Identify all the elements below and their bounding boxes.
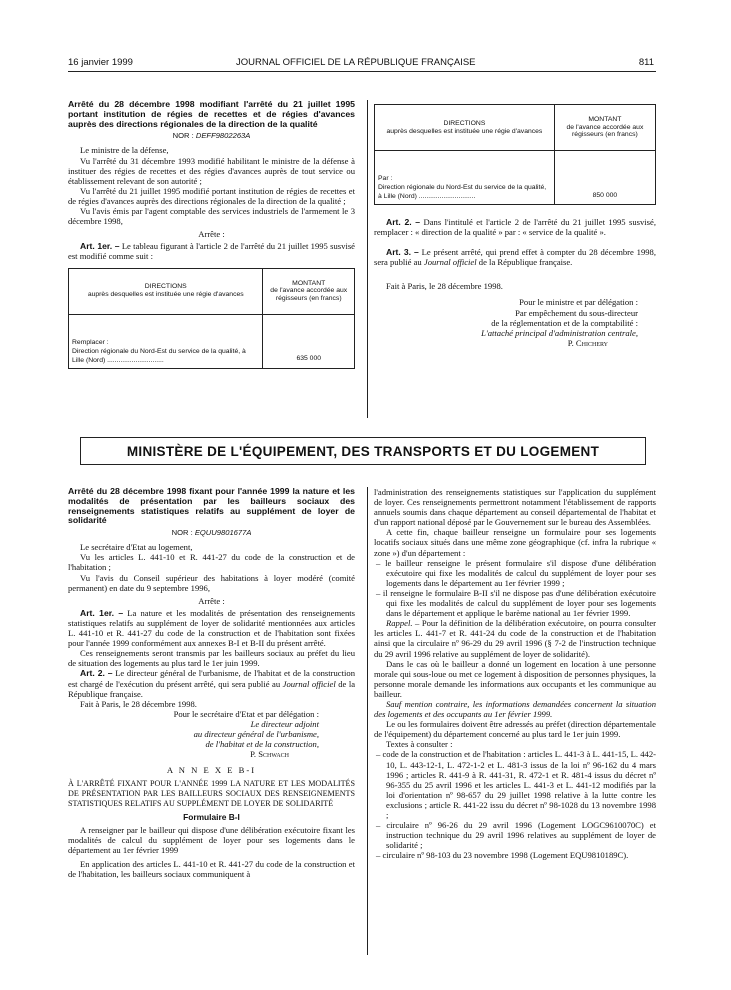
- column-separator: [367, 487, 368, 955]
- decree2-nor: NOR : EQUU9801677A: [171, 528, 252, 538]
- decree1-title: Arrêté du 28 décembre 1998 modifiant l'arrêté du 21 juillet 1995 portant institution de régies de recettes et de régies d'avances auprès des directions régionales de la direction de la qualité: [68, 99, 355, 129]
- decree2-reminder: Rappel. – Pour la définition de la délibération exécutoire, on pourra consulter les articles L. 441-7 et R. 441-24 du code de la construction et de l'habitation ainsi que la circulaire nº 96-29 du 29 avril 1996 (§ 7-2 de l'instruction technique du 29 avril 1996 relative au supplément de loyer de solidarité).: [374, 618, 656, 659]
- decree1-nor: NOR : DEFF9802263A: [172, 131, 251, 141]
- decree1-table-by: [374, 104, 656, 205]
- table-cell-direction: Par : Direction régionale du Nord-Est du service de la qualité, à Lille (Nord) ..............................: [375, 151, 555, 205]
- table-cell-direction: Remplacer : Direction régionale du Nord-Est du service de la qualité, à Lille (Nord) ..............................: [69, 314, 263, 368]
- list-item: – circulaire nº 96-26 du 29 avril 1996 (Logement LOGC9610070C) et instruction technique du 29 avril 1996 relatives au supplément de loyer de solidarité ;: [376, 820, 656, 851]
- table-cell-amount: 635 000: [263, 314, 355, 368]
- decree1-para: Vu l'arrêté du 31 décembre 1993 modifié habilitant le ministre de la défense à instituer des régies de recettes et des régies d'avances auprès de tout service ou établissement relevant de son autorité ;: [68, 155, 355, 186]
- decree2-text: Textes à consulter :: [386, 739, 453, 750]
- decree2-text: A cette fin, chaque bailleur renseigne un formulaire pour ses logements locatifs sociaux situés dans une même zone géographique (cf. infra la rubrique « zone ») d'un département :: [374, 527, 656, 558]
- list-item: – circulaire nº 98-103 du 23 novembre 1998 (Logement EQU9810189C).: [376, 850, 629, 861]
- decree1-done-at: Fait à Paris, le 28 décembre 1998.: [386, 281, 503, 292]
- decree1-signature: Pour le ministre et par délégation : Par empêchement du sous-directeur de la réglementation et de la comptabilité : L'attaché principal d'administration centrale, P. Chichery: [481, 297, 638, 348]
- form-title: Formulaire B-I: [183, 812, 240, 823]
- table-cell-amount: 850 000: [554, 151, 655, 205]
- decree2-text: Le ou les formulaires doivent être adressés au préfet (direction départementale de l'équipement) du département concerné au plus tard le 1er juin 1999.: [374, 719, 656, 740]
- decree2-left-column: [68, 487, 355, 879]
- decree2-arrete: Arrête :: [198, 595, 225, 606]
- column-separator: [367, 100, 368, 418]
- decree1-arrete: Arrête :: [198, 229, 225, 240]
- table-header-amount: MONTANT de l'avance accordée aux régisseurs (en francs): [554, 105, 655, 151]
- annexe-heading: A N N E X E B-I: [166, 765, 257, 776]
- list-item: – code de la construction et de l'habitation : articles L. 441-3 à L. 441-15, L. 442-10, L. 443-12-1, L. 472-1-2 et L. 481-3 issus de la loi nº 96-162 du 4 mars 1996 ; articles R. 441-9 à R. 441-31, R. 472-1 et R. 481-4 issus du décret nº 96-355 du 25 avril 1996 et les articles L. 441-3 et L. 441-12 modifiés par la loi d'orientation nº 98-657 du 29 juillet 1998 relative à la lutte contre les exclusions ; article R. 441-22 issu du décret nº 98-1028 du 13 novembre 1998 ;: [376, 749, 656, 820]
- decree2-text: l'administration des renseignements statistiques sur l'application du supplément de loyer. Ces renseignements permettront notamment l'établissement de rapports annuels soumis dans chaque département au conseil départemental de l'habitat et d'un rapport national déposé par le Gouvernement sur le bureau des Assemblées.: [374, 487, 656, 528]
- decree1-right-column: [374, 104, 656, 348]
- decree1-para: Le ministre de la défense,: [80, 145, 169, 156]
- decree1-article2: Art. 2. – Dans l'intitulé et l'article 2 de l'arrêté du 21 juillet 1995 susvisé, remplacer : « direction de la qualité » par : « service de la qualité ».: [374, 217, 656, 238]
- decree1-article1: Art. 1er. – Le tableau figurant à l'article 2 de l'arrêté du 21 juillet 1995 susvisé est modifié comme suit :: [68, 241, 355, 262]
- decree2-para: Le secrétaire d'Etat au logement,: [80, 542, 193, 553]
- annexe-title: À L'ARRÊTÉ FIXANT POUR L'ANNÉE 1999 LA NATURE ET LES MODALITÉS DE PRÉSENTATION PAR LES BAILLEURS SOCIAUX DES RENSEIGNEMENTS STATISTIQUES RELATIFS AU SUPPLÉMENT DE LOYER DE SOLIDARITÉ: [68, 779, 355, 808]
- decree1-article3: Art. 3. – Le présent arrêté, qui prend effet à compter du 28 décembre 1998, sera publié au Journal officiel de la République française.: [374, 247, 656, 268]
- decree2-title: Arrêté du 28 décembre 1998 fixant pour l'année 1999 la nature et les modalités de présentation par les bailleurs sociaux des renseignements statistiques relatifs au supplément de loyer de solidarité: [68, 486, 355, 526]
- decree1-left-column: [68, 100, 355, 369]
- header-date: 16 janvier 1999: [68, 57, 133, 68]
- table-header-directions: DIRECTIONS auprès desquelles est instituée une régie d'avances: [69, 268, 263, 314]
- decree2-article1: Art. 1er. – La nature et les modalités de présentation des renseignements statistiques relatifs au supplément de loyer de solidarité mentionnées aux articles L. 441-10 et R. 441-27 du code de la construction et de l'habitation sont fixées pour l'année 1999 conformément aux annexes B-I et B-II du présent arrêté.: [68, 607, 356, 649]
- decree2-article2: Art. 2. – Le directeur général de l'urbanisme, de l'habitat et de la construction est chargé de l'exécution du présent arrêté, qui sera publié au Journal officiel de la République française.: [68, 668, 356, 699]
- decree2-para: Ces renseignements seront transmis par les bailleurs sociaux au préfet du lieu de situation des logements au plus tard le 1er juin 1999.: [68, 648, 355, 669]
- ministry-banner: MINISTÈRE DE L'ÉQUIPEMENT, DES TRANSPORTS ET DU LOGEMENT: [80, 437, 646, 465]
- list-item: – il renseigne le formulaire B-II s'il ne dispose pas d'une délibération exécutoire qui fixe les modalités de calcul du supplément de loyer pour ses logements dans le département et applique le barème national au 1er février 1999.: [376, 587, 656, 619]
- list-item: – le bailleur renseigne le présent formulaire s'il dispose d'une délibération exécutoire qui fixe les modalités de calcul du supplément de loyer pour ses logements dans le département au 1er février 1999 ;: [376, 557, 656, 588]
- table-header-amount: MONTANT de l'avance accordée aux régisseurs (en francs): [263, 268, 355, 314]
- decree2-right-column: [374, 487, 656, 860]
- decree2-text: Dans le cas où le bailleur a donné un logement en location à une personne morale qui sous-loue ou met ce logement à disposition de personnes physiques, la personne morale demande les informations aux occupants et les communique au bailleur.: [374, 658, 656, 699]
- decree1-para: Vu l'avis émis par l'agent comptable des services industriels de l'armement le 3 décembre 1998,: [68, 206, 355, 227]
- decree2-signature: Pour le secrétaire d'Etat et par délégation : Le directeur adjoint au directeur général de l'urbanisme, de l'habitat et de la construction, P. Schwach: [173, 708, 319, 760]
- decree1-table-replace: [68, 268, 355, 369]
- page-number: 811: [638, 57, 654, 68]
- running-header: [68, 57, 656, 69]
- decree2-para: Vu l'avis du Conseil supérieur des habitations à loyer modéré (comité permanent) en date du 9 septembre 1996,: [68, 572, 355, 593]
- header-journal: JOURNAL OFFICIEL DE LA RÉPUBLIQUE FRANÇAISE: [236, 57, 476, 68]
- form-text: En application des articles L. 441-10 et R. 441-27 du code de la construction et de l'habitation, les bailleurs sociaux communiquent à: [68, 858, 355, 879]
- decree2-para: Vu les articles L. 441-10 et R. 441-27 du code de la construction et de l'habitation ;: [68, 552, 355, 573]
- form-intro: A renseigner par le bailleur qui dispose d'une délibération exécutoire fixant les modalités de calcul du supplément de loyer pour ses logements dans le département au 1er février 1999: [68, 825, 355, 856]
- decree1-para: Vu l'arrêté du 21 juillet 1995 modifié portant institution de régies de recettes et de régies d'avances auprès des directions régionales de la direction de la qualité ;: [68, 185, 355, 206]
- decree2-done-at: Fait à Paris, le 28 décembre 1998.: [80, 698, 197, 709]
- table-header-directions: DIRECTIONS auprès desquelles est instituée une régie d'avances: [375, 105, 555, 151]
- header-rule: [68, 71, 656, 72]
- decree2-text: Sauf mention contraire, les informations demandées concernent la situation des logements et des occupants au 1er février 1999.: [374, 698, 656, 720]
